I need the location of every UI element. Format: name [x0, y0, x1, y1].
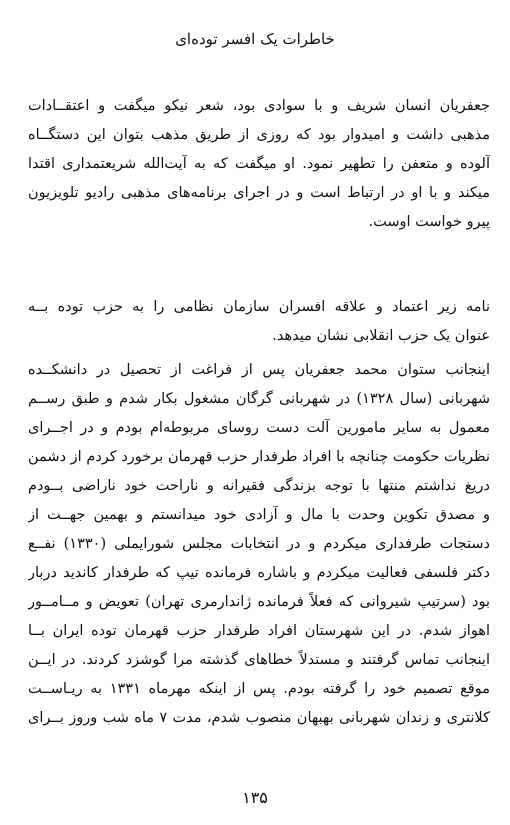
running-header: خاطرات یک افسر توده‌ای [175, 30, 335, 48]
text-line: کلانتری و زندان شهربانی بهبهان منصوب شدم، مدت ۷ ماه شب وروز بــرای [28, 710, 490, 726]
text-line: میکند و با او در ارتباط است و در اجرای برنامه‌های مذهبی رادیو تلویزیون [28, 185, 490, 201]
text-line: نامه زیر اعتماد و علاقه افسران سازمان نظامی را به حزب توده بــه [28, 299, 490, 315]
text-line: بود (سرتیپ شیروانی که فعلاً فرمانده ژاندارمری تهران) تعویض و مــامــور [28, 594, 490, 610]
text-line: پیرو خواست اوست. [368, 214, 490, 230]
text-line: اینجانب ستوان محمد جعفریان پس از فراغت از تحصیل در دانشکــده [28, 362, 490, 378]
paragraph-3 [28, 356, 490, 733]
page-number: ۱۳۵ [242, 788, 268, 807]
text-line: شهربانی (سال ۱۳۲۸) در شهربانی گرگان مشغول بکار شدم و طبق رســم [28, 391, 490, 407]
text-line: آلوده و متعفن را تطهیر نمود. او میگفت که به آیت‌الله شریعتمداری اقتدا [28, 156, 490, 172]
text-line: جعفریان انسان شریف و با سوادی بود، شعر نیکو میگفت و اعتقــادات [28, 98, 490, 114]
text-line: دریغ نداشتم منتها با توجه بزندگی فقیرانه و ناراحت خود ناراضی بــودم [28, 478, 490, 494]
text-line: موقع تصمیم خود را گرفته بودم. پس از اینکه مهرماه ۱۳۳۱ به ریـاســت [28, 681, 490, 697]
text-line: عنوان یک حزب انقلابی نشان میدهد. [272, 328, 490, 344]
text-line: اینجانب تماس گرفتند و مستدلاً خطاهای گذشته مرا گوشزد کردند. در ایــن [28, 652, 490, 668]
text-line: دستجات طرفداری میکردم و در انتخابات مجلس شورایملی (۱۳۳۰) نفــع [28, 536, 490, 552]
text-line: دکتر فلسفی فعالیت میکردم و باشاره فرمانده تیپ که طرفدار کاندید دربار [28, 565, 490, 581]
text-line: اهواز شدم. در این شهرستان افراد طرفدار حزب قهرمان توده ایران بــا [28, 623, 490, 639]
text-line: معمول به سایر مامورین آلت دست روسای مربوطه‌ام بودم و در اجــرای [28, 420, 490, 436]
paragraph-1 [28, 92, 490, 237]
text-line: و مصدق تکوین وحدت با مال و آزادی خود میدانستم و بهمین جهــت از [28, 507, 490, 523]
text-line: مذهبی داشت و امیدوار بود که روزی از طریق مذهب بتوان این دستگــاه [28, 127, 490, 143]
paragraph-2 [28, 293, 490, 351]
text-line: نظریات حکومت چنانچه با افراد طرفدار حزب قهرمان برخورد کردم از دشمن [28, 449, 490, 465]
